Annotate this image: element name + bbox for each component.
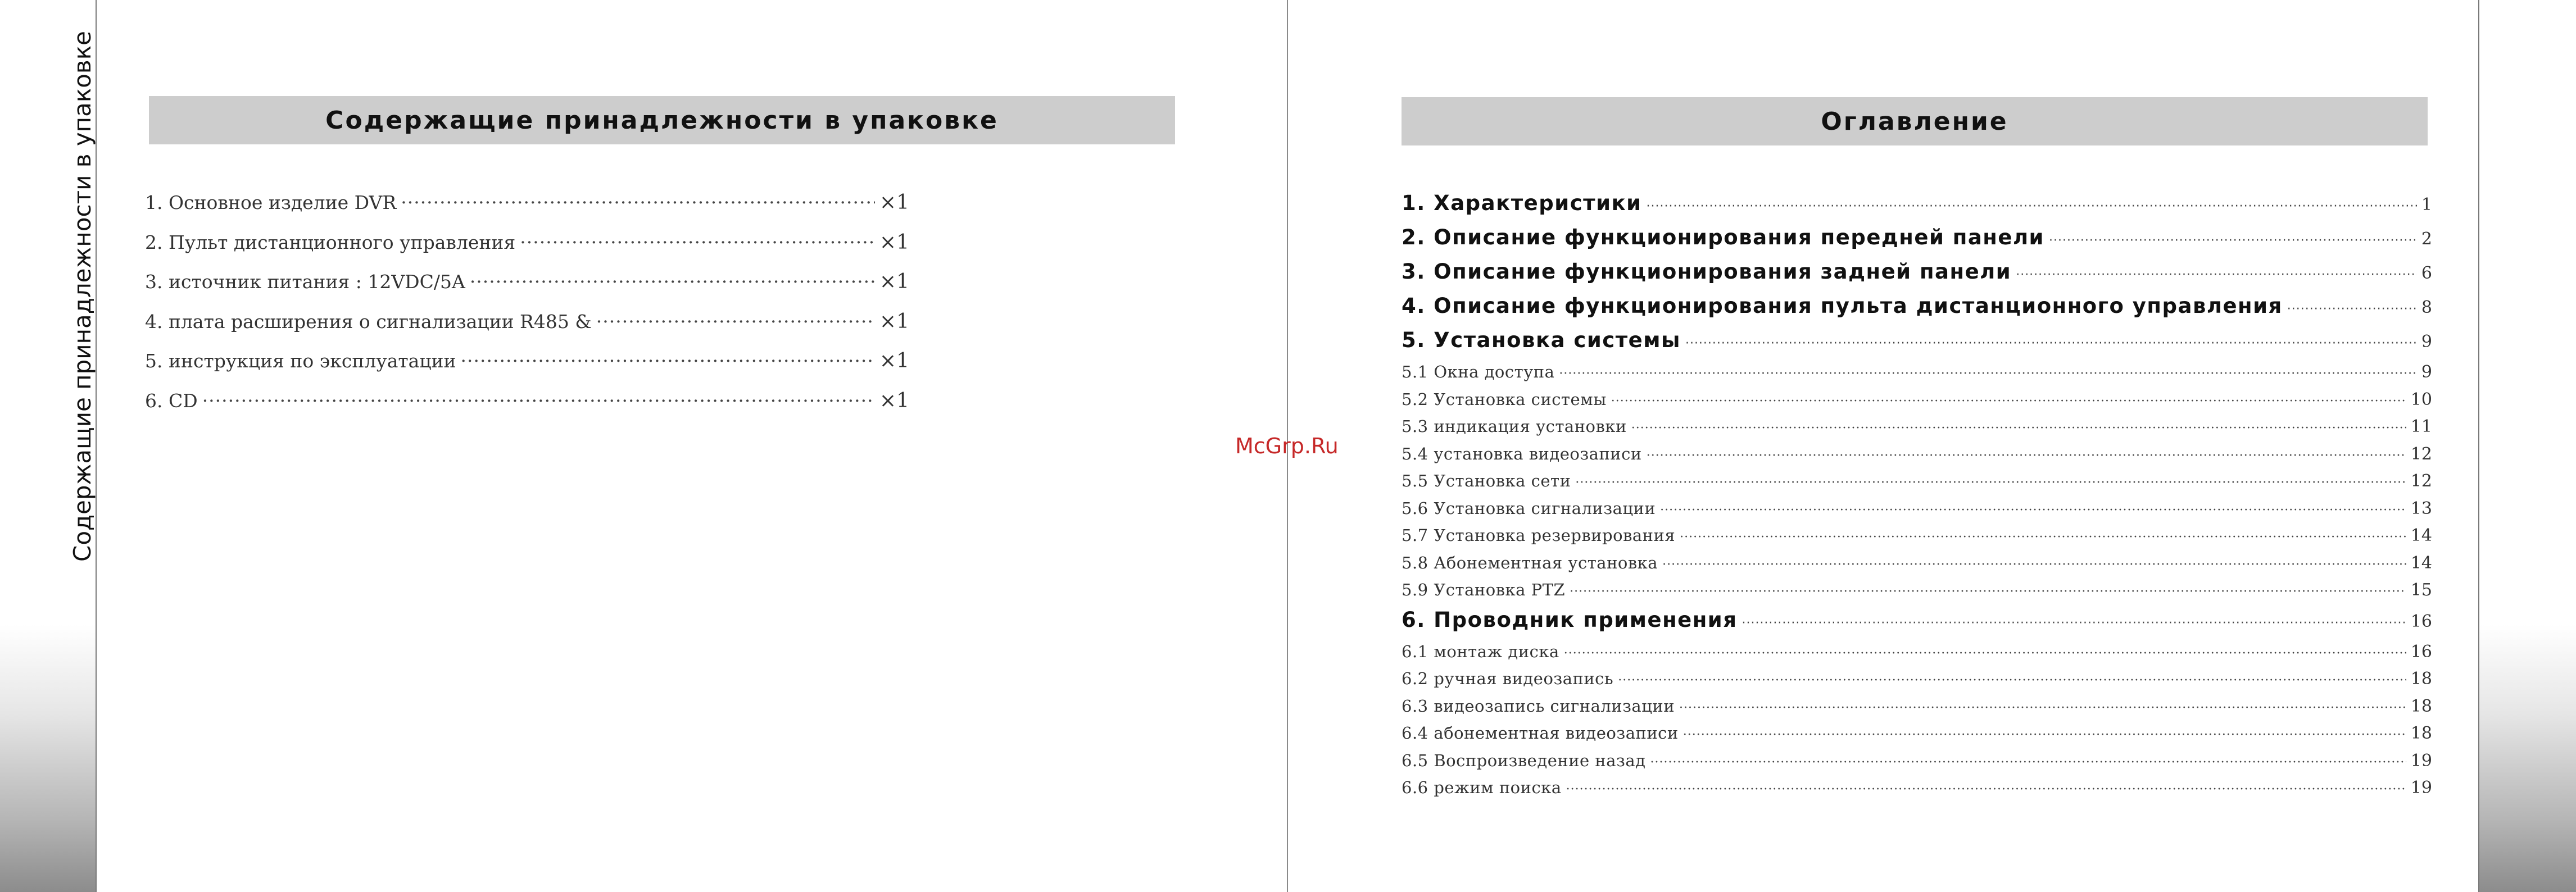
- packing-list: [145, 191, 909, 429]
- toc-entry[interactable]: [1402, 553, 2432, 581]
- item-label: 6. CD: [145, 389, 198, 412]
- toc-title: Оглавление: [1402, 97, 2428, 145]
- toc-page-number: 16: [2410, 611, 2432, 631]
- toc-entry[interactable]: [1402, 362, 2432, 390]
- table-of-contents: [1402, 191, 2432, 805]
- leader-dots: [1647, 449, 2406, 463]
- leader-dots: [1618, 673, 2406, 688]
- item-quantity: ×1: [879, 349, 909, 372]
- leader-dots: [1650, 756, 2406, 770]
- toc-page-number: 16: [2410, 641, 2432, 662]
- toc-page-number: 1: [2421, 195, 2432, 215]
- toc-entry-title: 6.6 режим поиска: [1402, 778, 1562, 797]
- toc-entry[interactable]: [1402, 580, 2432, 608]
- list-item: [145, 349, 909, 389]
- item-label: 2. Пульт дистанционного управления: [145, 231, 516, 253]
- leader-dots: [202, 390, 875, 412]
- toc-page-number: 2: [2421, 229, 2432, 249]
- leader-dots: [1662, 558, 2406, 572]
- leader-dots: [2016, 268, 2417, 282]
- toc-entry-title: 1. Характеристики: [1402, 191, 1642, 215]
- toc-entry[interactable]: [1402, 260, 2432, 294]
- toc-entry[interactable]: [1402, 294, 2432, 328]
- leader-dots: [2287, 302, 2417, 316]
- item-quantity: ×1: [879, 389, 909, 412]
- leader-dots: [1683, 728, 2406, 742]
- leader-dots: [1679, 701, 2406, 715]
- toc-entry[interactable]: [1402, 697, 2432, 724]
- leader-dots: [1660, 503, 2406, 517]
- toc-page-number: 15: [2410, 580, 2432, 600]
- leader-dots: [461, 350, 875, 372]
- toc-entry[interactable]: [1402, 608, 2432, 642]
- item-quantity: ×1: [879, 230, 909, 254]
- leader-dots: [596, 311, 875, 333]
- item-label: 3. источник питания : 12VDC/5A: [145, 271, 465, 293]
- toc-entry-title: 3. Описание функционирования задней панели: [1402, 260, 2012, 284]
- leader-dots: [520, 231, 875, 253]
- item-label: 4. плата расширения о сигнализации R485 &: [145, 310, 592, 333]
- toc-entry-title: 5.5 Установка сети: [1402, 471, 1571, 490]
- list-item: [145, 191, 909, 231]
- left-side-tab-label: Содержащие принадлежности в упаковке: [69, 31, 96, 562]
- toc-page-number: 18: [2410, 696, 2432, 716]
- leader-dots: [1570, 585, 2406, 599]
- leader-dots: [1741, 616, 2406, 630]
- toc-entry[interactable]: [1402, 499, 2432, 526]
- toc-entry-title: 5.7 Установка резервирования: [1402, 526, 1676, 545]
- toc-entry[interactable]: [1402, 471, 2432, 499]
- toc-page-number: 19: [2410, 750, 2432, 771]
- toc-page-number: 18: [2410, 669, 2432, 689]
- toc-page-number: 12: [2410, 471, 2432, 491]
- toc-entry-title: 6.5 Воспроизведение назад: [1402, 750, 1646, 770]
- toc-entry-title: 6.3 видеозапись сигнализации: [1402, 696, 1675, 716]
- toc-entry[interactable]: [1402, 526, 2432, 553]
- leader-dots: [1647, 199, 2417, 213]
- toc-entry-title: 5.6 Установка сигнализации: [1402, 498, 1656, 518]
- toc-entry-title: 5.8 Абонементная установка: [1402, 553, 1658, 572]
- toc-entry-title: 2. Описание функционирования передней панели: [1402, 225, 2044, 249]
- toc-entry[interactable]: [1402, 417, 2432, 444]
- toc-page-number: 9: [2421, 362, 2432, 382]
- toc-page-number: 13: [2410, 498, 2432, 518]
- toc-entry[interactable]: [1402, 642, 2432, 670]
- toc-page-number: 9: [2421, 332, 2432, 352]
- toc-page-number: 8: [2421, 298, 2432, 317]
- list-item: [145, 231, 909, 271]
- leader-dots: [1685, 336, 2417, 351]
- leader-dots: [2049, 234, 2417, 248]
- leader-dots: [1680, 530, 2406, 544]
- item-label: 5. инструкция по эксплуатации: [145, 350, 456, 372]
- leader-dots: [1564, 647, 2406, 661]
- toc-entry[interactable]: [1402, 751, 2432, 779]
- toc-entry-title: 4. Описание функционирования пульта дистанционного управления: [1402, 294, 2283, 318]
- leader-dots: [1575, 476, 2406, 490]
- item-quantity: ×1: [879, 191, 909, 214]
- toc-page-number: 14: [2410, 526, 2432, 545]
- leader-dots: [1631, 421, 2406, 435]
- toc-entry[interactable]: [1402, 444, 2432, 472]
- list-item: [145, 270, 909, 310]
- toc-page-number: 18: [2410, 723, 2432, 743]
- toc-page-number: 11: [2410, 417, 2432, 436]
- toc-entry-title: 5. Установка системы: [1402, 328, 1681, 352]
- toc-entry-title: 5.9 Установка PTZ: [1402, 580, 1566, 599]
- toc-entry-title: 6.4 абонементная видеозаписи: [1402, 723, 1679, 743]
- toc-entry[interactable]: [1402, 328, 2432, 362]
- item-quantity: ×1: [879, 310, 909, 333]
- leader-dots: [470, 271, 875, 293]
- packing-list-title: Содержащие принадлежности в упаковке: [149, 96, 1175, 144]
- toc-entry-title: 5.1 Окна доступа: [1402, 362, 1555, 381]
- item-label: 1. Основное изделие DVR: [145, 192, 397, 213]
- leader-dots: [1559, 367, 2417, 381]
- toc-entry[interactable]: [1402, 778, 2432, 805]
- toc-page-number: 19: [2410, 778, 2432, 798]
- toc-entry[interactable]: [1402, 191, 2432, 225]
- toc-page-number: 14: [2410, 553, 2432, 573]
- list-item: [145, 310, 909, 350]
- toc-entry-title: 5.2 Установка системы: [1402, 389, 1607, 409]
- toc-entry[interactable]: [1402, 390, 2432, 417]
- toc-entry[interactable]: [1402, 669, 2432, 697]
- item-quantity: ×1: [879, 270, 909, 293]
- right-side-tab: [2478, 0, 2576, 892]
- toc-entry[interactable]: [1402, 225, 2432, 260]
- leader-dots: [1566, 782, 2406, 797]
- toc-page-number: 10: [2410, 389, 2432, 409]
- watermark: McGrp.Ru: [1235, 434, 1339, 458]
- list-item: [145, 389, 909, 429]
- toc-entry-title: 5.4 установка видеозаписи: [1402, 444, 1642, 463]
- toc-entry-title: 6.1 монтаж диска: [1402, 641, 1559, 661]
- toc-page-number: 6: [2421, 263, 2432, 283]
- toc-entry-title: 5.3 индикация установки: [1402, 417, 1627, 436]
- leader-dots: [1611, 394, 2406, 408]
- leader-dots: [401, 192, 875, 213]
- toc-page-number: 12: [2410, 444, 2432, 464]
- toc-entry[interactable]: [1402, 723, 2432, 751]
- toc-entry-title: 6. Проводник применения: [1402, 607, 1738, 632]
- left-side-tab: [0, 0, 97, 892]
- toc-entry-title: 6.2 ручная видеозапись: [1402, 669, 1614, 688]
